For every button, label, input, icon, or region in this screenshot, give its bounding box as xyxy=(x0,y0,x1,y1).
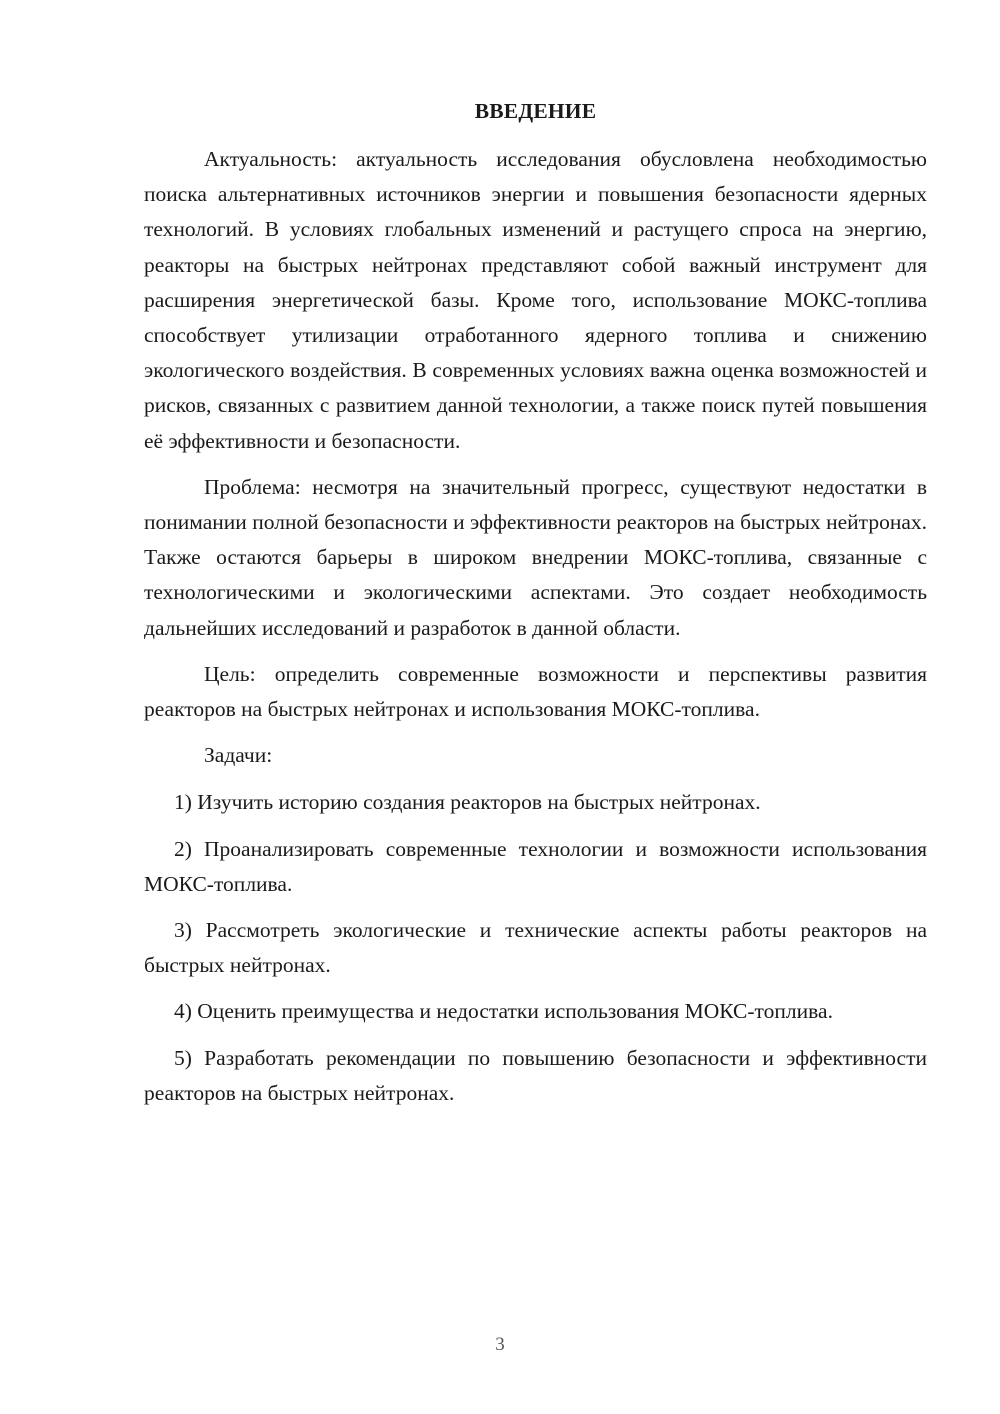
task-item: 4) Оценить преимущества и недостатки использования МОКС-топлива. xyxy=(174,999,833,1024)
paragraph-goal: Цель: определить современные возможности и перспективы развития реакторов на быстрых нейтронах и использования МОКС-топлива. xyxy=(144,661,927,722)
tasks-heading: Задачи: xyxy=(204,743,273,768)
section-title: ВВЕДЕНИЕ xyxy=(474,99,597,123)
page-content xyxy=(144,94,927,1122)
task-item: 2) Проанализировать современные технологии и возможности использования МОКС-топлива. xyxy=(144,836,927,896)
task-item: 5) Разработать рекомендации по повышению безопасности и эффективности реакторов на быстрых нейтронах. xyxy=(144,1045,927,1105)
task-item: 1) Изучить историю создания реакторов на быстрых нейтронах. xyxy=(174,790,761,815)
task-item: 3) Рассмотреть экологические и технические аспекты работы реакторов на быстрых нейтронах. xyxy=(144,918,927,978)
page-number: 3 xyxy=(495,1334,505,1355)
paragraph-relevance: Актуальность: актуальность исследования обусловлена необходимостью поиска альтернативных источников энергии и повышения безопасности ядерных технологий. В условиях глобальных изменений и растущего спроса на энергию, реакторы на быстрых нейтронах представляют собой важный инструмент для расширения энергетической базы. Кроме того, использование МОКС-топлива способствует утилизации отработанного ядерного топлива и снижению экологического воздействия. В современных условиях важна оценка возможностей и рисков, связанных с развитием данной технологии, а также поиск путей повышения её эффективности и безопасности. xyxy=(144,147,927,453)
paragraph-problem: Проблема: несмотря на значительный прогресс, существуют недостатки в понимании полной безопасности и эффективности реакторов на быстрых нейтронах. Также остаются барьеры в широком внедрении МОКС-топлива, связанные с технологическими и экологическими аспектами. Это создает необходимость дальнейших исследований и разработок в данной области. xyxy=(144,474,927,640)
